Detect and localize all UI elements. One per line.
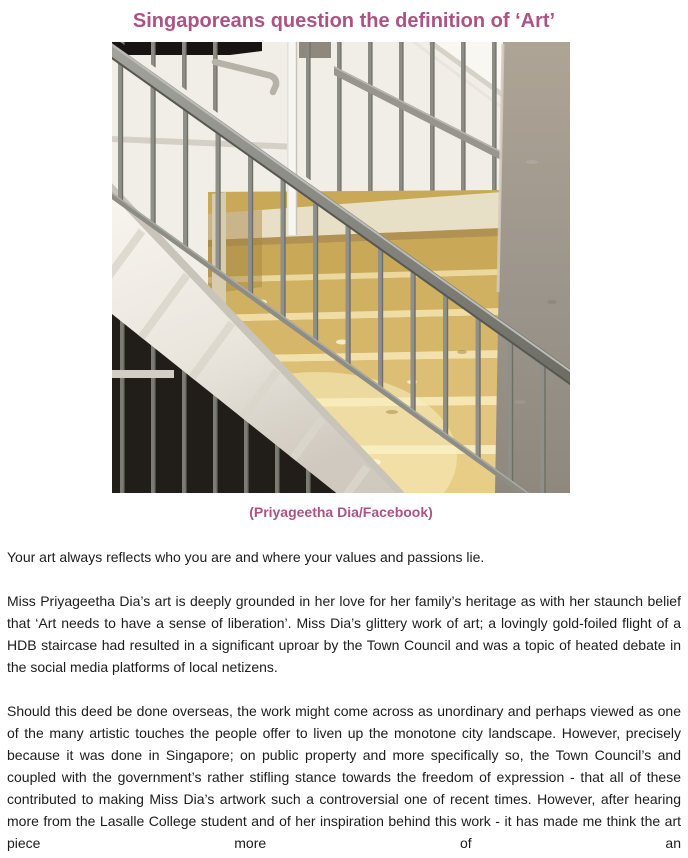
photo-caption: (Priyageetha Dia/Facebook) bbox=[249, 504, 433, 520]
paragraph-2: Miss Priyageetha Dia’s art is deeply grounded in her love for her family’s heritage as with her staunch belief that ‘Art needs to have a sense of liberation’. Miss Dia’s glittery work of art; a lovingly gold-foiled flight of a HDB staircase had resulted in a significant uproar by the Town Council and was a topic of heated debate in the social media platforms of local netizens. bbox=[7, 593, 681, 675]
paragraph-1: Your art always reflects who you are and where your values and passions lie. bbox=[7, 549, 485, 565]
page-title: Singaporeans question the definition of ‘Art’ bbox=[132, 10, 556, 32]
staircase-photo bbox=[112, 42, 570, 493]
article-photo bbox=[112, 42, 570, 520]
article-body bbox=[7, 546, 681, 854]
paragraph-3: Should this deed be done overseas, the work might come across as unordinary and perhaps viewed as one of the many artistic touches the people offer to liven up the monotone city landscape. However, precisely because it was done in Singapore; on public property and more specifically so, the Town Council’s and coupled with the government’s rather stifling stance towards the freedom of expression - that all of these contributed to making Miss Dia’s artwork such a controversial one of recent times. However, after hearing more from the Lasalle College student and of her inspiration behind this work - it has made me think the art piece more of an bbox=[7, 703, 681, 851]
